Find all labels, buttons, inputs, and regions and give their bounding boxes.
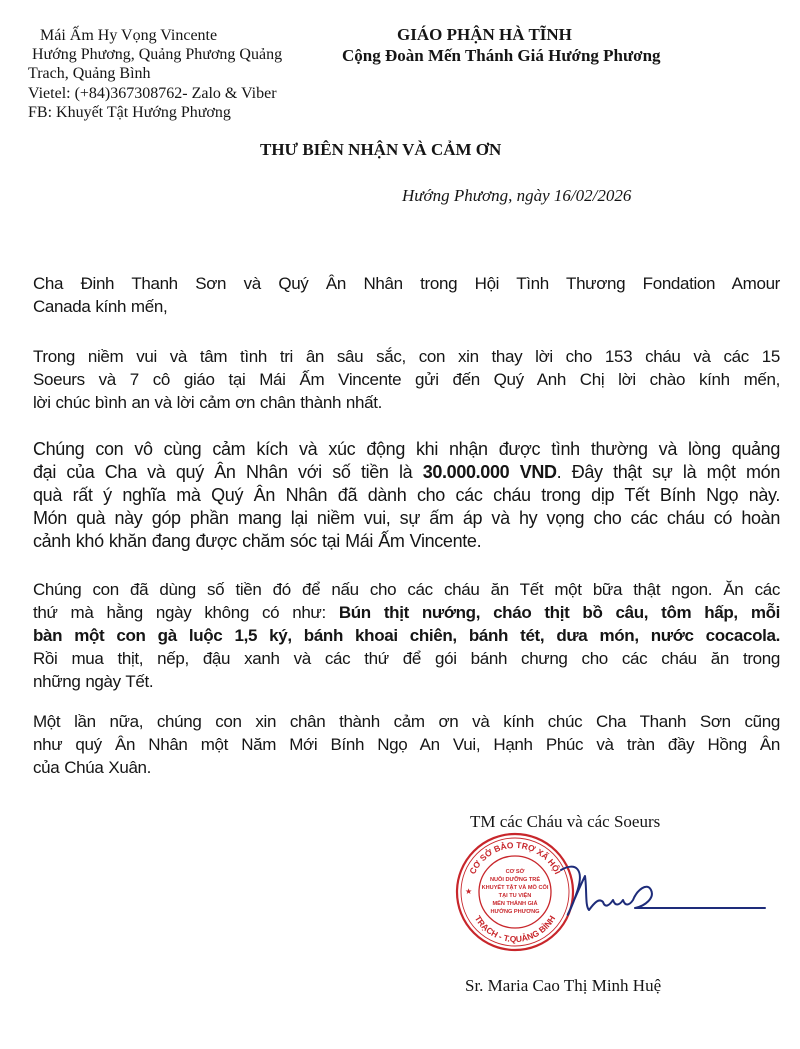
paragraph-line: Một lần nữa, chúng con xin chân thành cảm ơn và kính chúc Cha Thanh Sơn cũng (33, 712, 780, 731)
stamp-inner-line: TẠI TU VIỆN (498, 893, 532, 899)
salutation-line: Cha Đinh Thanh Sơn và Quý Ân Nhân trong Hội Tình Thương Fondation Amour (33, 274, 780, 293)
menu-items-bold: Bún thịt nướng, cháo thịt bồ câu, tôm hấp, mỗi (338, 603, 780, 622)
paragraph-line: Rồi mua thịt, nếp, đậu xanh và các thứ để gói bánh chưng cho các cháu ăn trong (33, 649, 780, 668)
document-date: Hướng Phương, ngày 16/02/2026 (402, 186, 632, 205)
greeting-paragraph (33, 345, 780, 414)
on-behalf-of-label: TM các Cháu và các Soeurs (470, 812, 661, 831)
paragraph-line: Chúng con vô cùng cảm kích và xúc động khi nhận được tình thường và lòng quảng (33, 439, 780, 459)
paragraph-line (33, 461, 780, 484)
salutation-line: Canada kính mến, (33, 297, 168, 316)
paragraph-line: Chúng con đã dùng số tiền đó để nấu cho các cháu ăn Tết một bữa thật ngon. Ăn các (33, 580, 780, 599)
stamp-inner-ring (479, 856, 551, 928)
stamp-outer-ring-inner (461, 838, 569, 946)
donation-amount: 30.000.000 VND (422, 462, 557, 482)
paragraph-line (33, 601, 780, 624)
paragraph-line: Trong niềm vui và tâm tình tri ân sâu sắc, con xin thay lời cho 153 cháu và các 15 (33, 347, 780, 366)
stamp-inner-line: HƯỚNG PHƯƠNG (490, 909, 540, 915)
sender-facebook: FB: Khuyết Tật Hướng Phương (28, 104, 231, 121)
text-segment: đại của Cha và quý Ân Nhân với số tiền là (33, 462, 423, 482)
paragraph-line: như quý Ân Nhân một Năm Mới Bính Ngọ An Vui, Hạnh Phúc và tràn đầy Hồng Ân (33, 735, 780, 754)
paragraph-line: những ngày Tết. (33, 672, 154, 691)
stamp-inner-line: KHUYẾT TẬT VÀ MỒ CÔI (481, 885, 549, 891)
paragraph-line: của Chúa Xuân. (33, 758, 152, 777)
sender-address-line: Trach, Quảng Bình (28, 65, 151, 82)
text-segment: . Đây thật sự là một món (556, 462, 780, 482)
paragraph-line: Món quà này góp phần mang lại niềm vui, sự ấm áp và hy vọng cho các cháu có hoàn (33, 508, 780, 528)
stamp-star-icon: ★ (465, 887, 473, 896)
paragraph-line (33, 624, 780, 647)
congregation-heading: Cộng Đoàn Mến Thánh Giá Hướng Phương (342, 46, 661, 65)
paragraph-line: Soeurs và 7 cô giáo tại Mái Ấm Vincente gửi đến Quý Anh Chị lời chào kính mến, (33, 370, 780, 389)
sender-name: Mái Ấm Hy Vọng Vincente (40, 27, 218, 44)
stamp-inner-line: CƠ SỞ (505, 869, 525, 875)
handwritten-signature (555, 862, 775, 932)
salutation (33, 272, 780, 318)
signer-name: Sr. Maria Cao Thị Minh Huệ (465, 976, 662, 995)
diocese-heading: GIÁO PHẬN HÀ TĨNH (397, 25, 572, 44)
paragraph-line: quà rất ý nghĩa mà Quý Ân Nhân đã dành cho các cháu trong dịp Tết Bính Ngọ này. (33, 485, 780, 505)
stamp-inner-line: NUÔI DƯỠNG TRẺ (489, 877, 541, 883)
paragraph-line: lời chúc bình an và lời cảm ơn chân thành nhất. (33, 393, 382, 412)
stamp-inner-line: MẾN THÁNH GIÁ (492, 901, 538, 907)
paragraph-line: cảnh khó khăn đang được chăm sóc tại Mái Ấm Vincente. (33, 531, 482, 551)
usage-paragraph (33, 578, 780, 693)
document-title: THƯ BIÊN NHẬN VÀ CẢM ƠN (260, 140, 502, 159)
signature-stroke (561, 867, 765, 915)
stamp-top-text: CƠ SỞ BẢO TRỢ XÃ HỘI (467, 839, 563, 876)
stamp-inner-text (482, 868, 549, 915)
closing-paragraph (33, 710, 780, 779)
sender-address-line: Hướng Phương, Quảng Phương Quảng (32, 46, 283, 63)
stamp-bottom-text: TRẠCH - T.QUẢNG BÌNH (472, 913, 558, 945)
gift-paragraph (33, 438, 780, 553)
text-segment: thứ mà hằng ngày không có như: (33, 603, 339, 622)
menu-items-bold: bàn một con gà luộc 1,5 ký, bánh khoai chiên, bánh tét, dưa món, nước cocacola. (33, 626, 780, 645)
sender-phone: Vietel: (+84)367308762- Zalo & Viber (28, 85, 277, 102)
